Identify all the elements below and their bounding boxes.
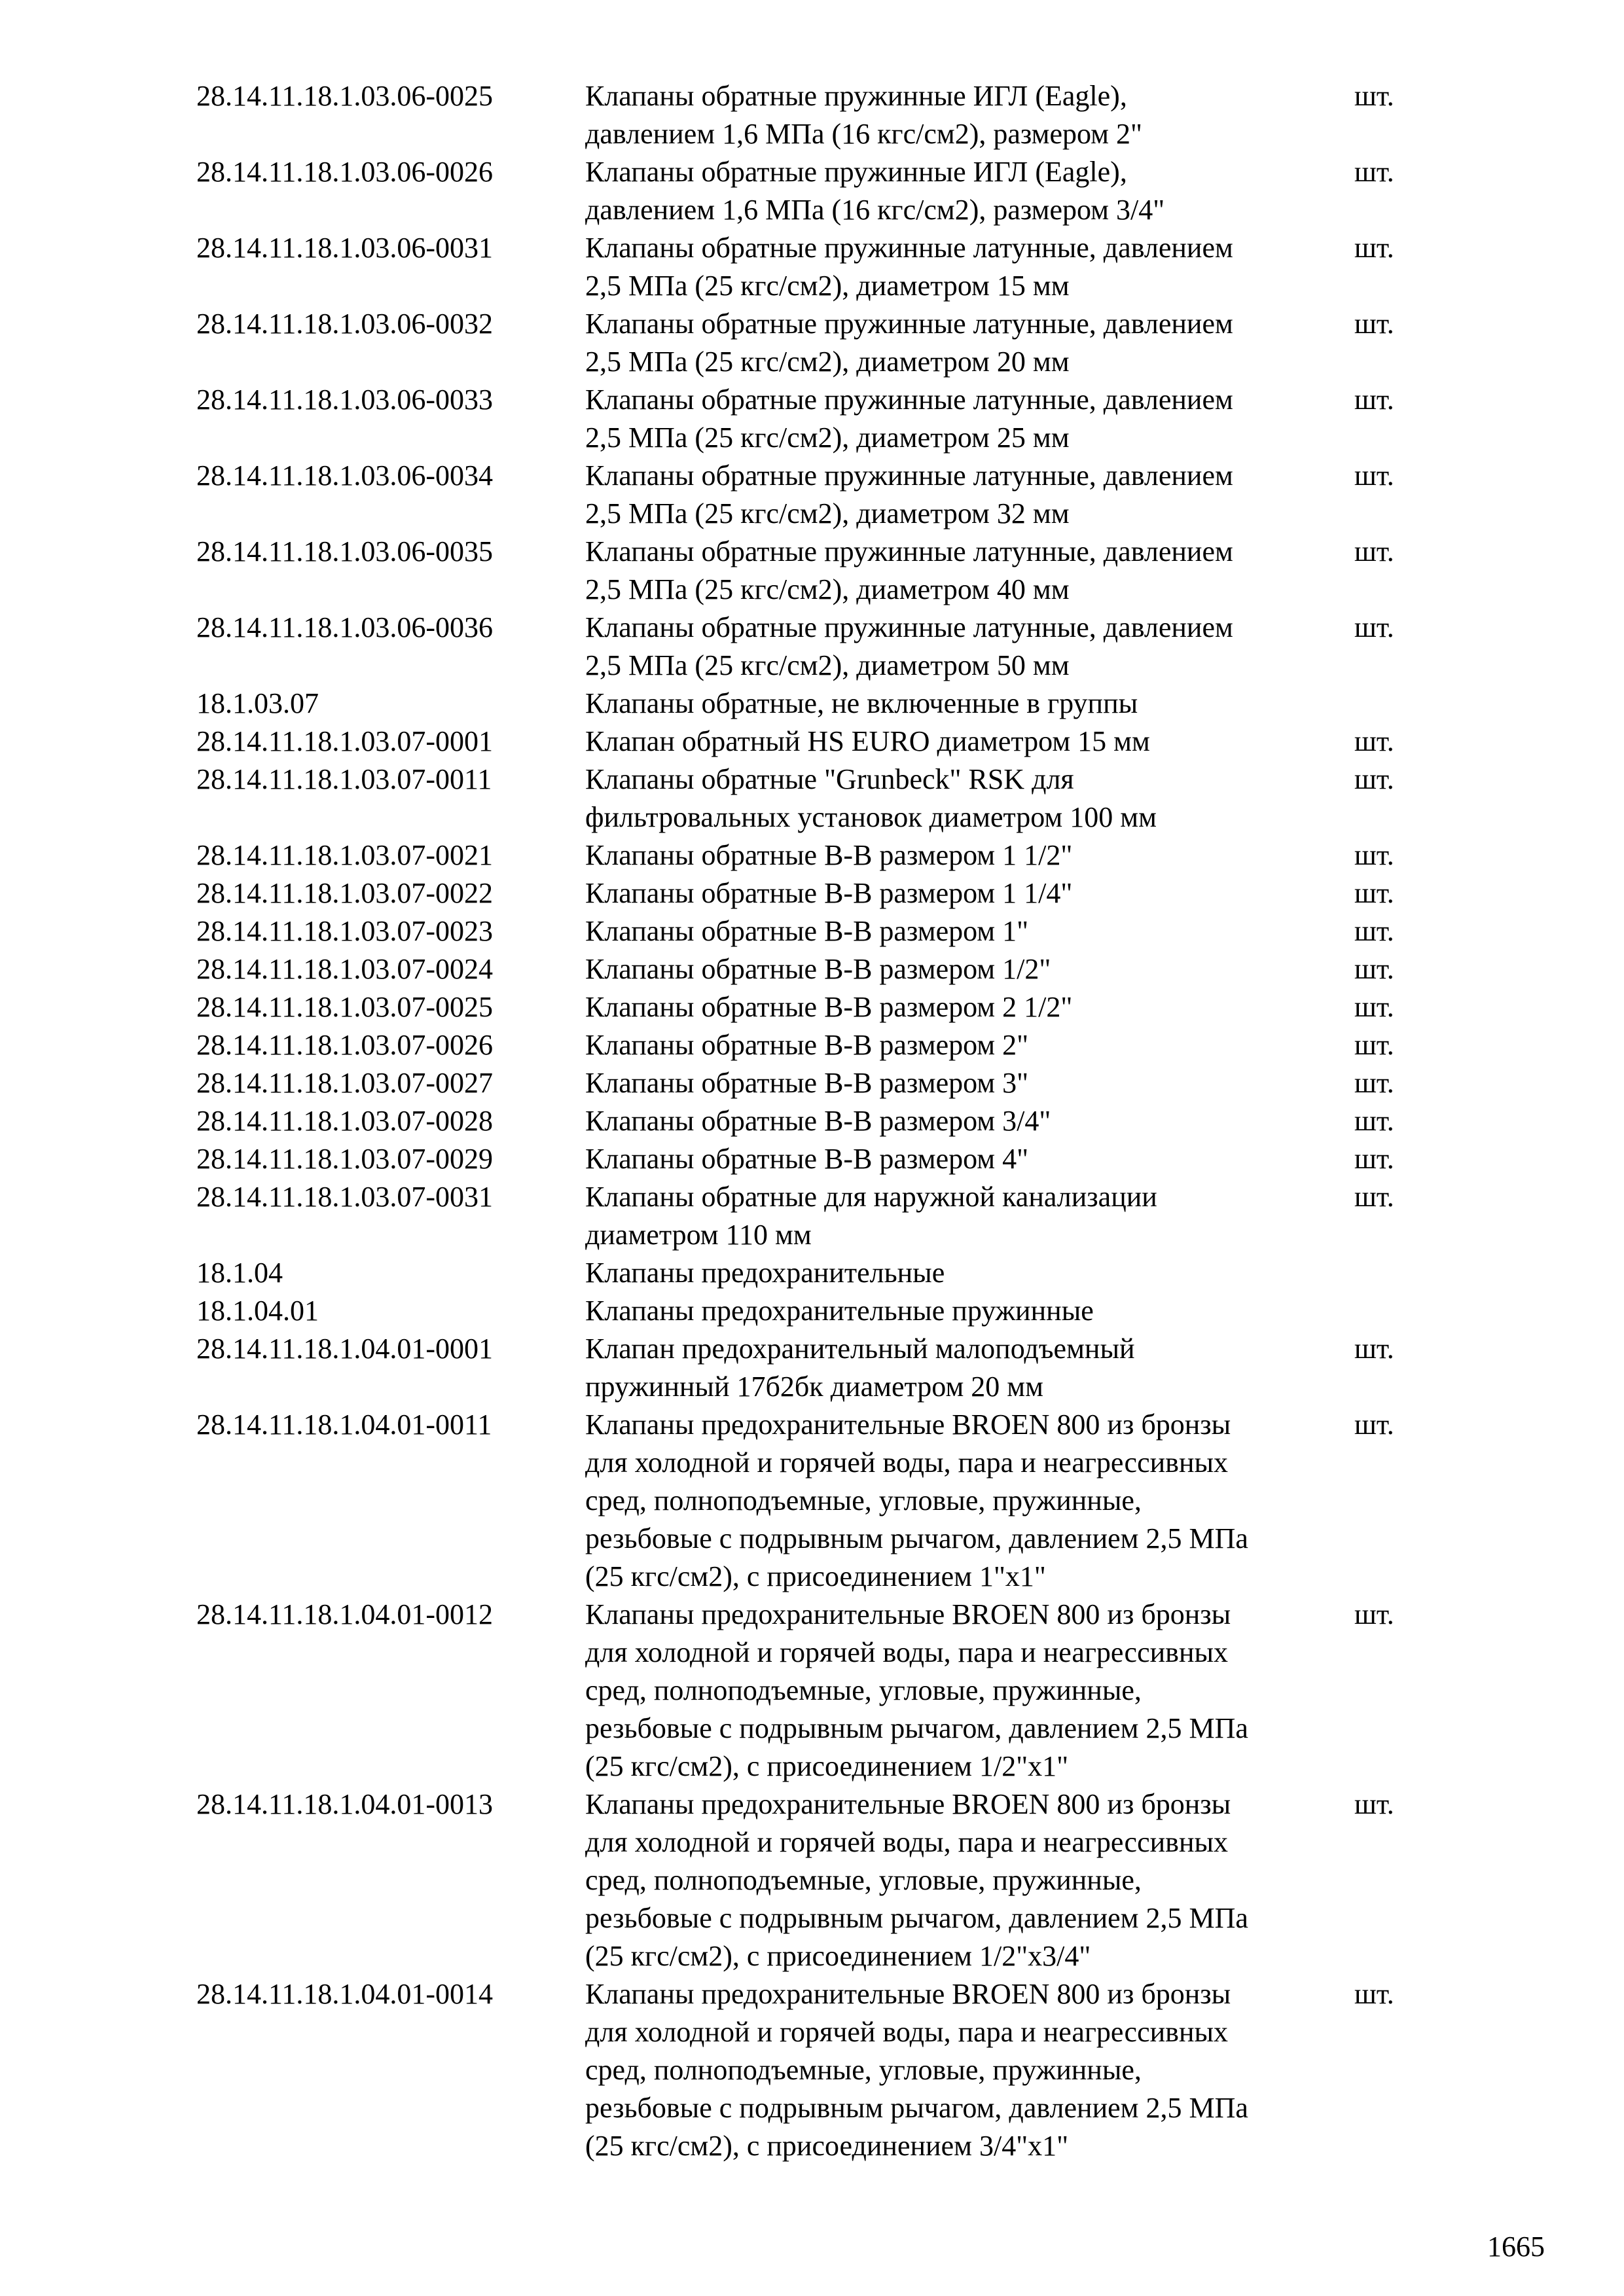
resource-unit: шт. [1354, 384, 1394, 416]
table-row [196, 723, 1440, 761]
resource-name: Клапаны обратные В-В размером 3/4" [585, 1105, 1051, 1137]
resource-code: 28.14.11.18.1.04.01-0013 [196, 1788, 494, 1820]
resource-unit: шт. [1354, 991, 1394, 1023]
resource-unit: шт. [1354, 1181, 1394, 1213]
table-row [196, 1330, 1440, 1406]
resource-code: 28.14.11.18.1.03.06-0034 [196, 459, 494, 492]
resource-unit: шт. [1354, 1788, 1394, 1820]
resource-code: 28.14.11.18.1.03.07-0011 [196, 763, 492, 795]
resource-name: Клапаны обратные В-В размером 3" [585, 1067, 1029, 1099]
resource-name: Клапаны обратные пружинные ИГЛ (Eagle), давлением 1,6 МПа (16 кгс/см2), размером 2" [585, 80, 1142, 150]
resource-unit: шт. [1354, 1333, 1394, 1365]
resource-unit: шт. [1354, 763, 1394, 795]
resource-unit: шт. [1354, 725, 1394, 757]
resource-code: 28.14.11.18.1.04.01-0014 [196, 1978, 494, 2010]
resource-name: Клапаны обратные В-В размером 1 1/4" [585, 877, 1073, 909]
resource-name: Клапаны обратные пружинные латунные, давлением 2,5 МПа (25 кгс/см2), диаметром 25 мм [585, 384, 1233, 454]
group-heading-row [196, 685, 1440, 723]
resource-code: 28.14.11.18.1.03.06-0025 [196, 80, 494, 112]
resource-name: Клапаны обратные В-В размером 2 1/2" [585, 991, 1073, 1023]
resource-name: Клапаны обратные В-В размером 1" [585, 915, 1029, 947]
resource-code: 28.14.11.18.1.03.06-0032 [196, 308, 494, 340]
resource-code: 28.14.11.18.1.04.01-0012 [196, 1598, 494, 1630]
resource-unit: шт. [1354, 459, 1394, 492]
resource-code: 28.14.11.18.1.03.06-0026 [196, 156, 494, 188]
group-name: Клапаны предохранительные [585, 1257, 945, 1289]
resource-name: Клапаны предохранительные BROEN 800 из бронзы для холодной и горячей воды, пара и неагрессивных сред, полноподъемные, угловые, пружинные, резьбовые с подрывным рычагом, давлением 2,5 МПа (25 кгс/см2), с присоединением 1/2"х3/4" [585, 1788, 1248, 1972]
resource-unit: шт. [1354, 953, 1394, 985]
resource-unit: шт. [1354, 1978, 1394, 2010]
resource-code: 28.14.11.18.1.03.06-0035 [196, 535, 494, 567]
resource-unit: шт. [1354, 839, 1394, 871]
resource-name: Клапаны обратные пружинные латунные, давлением 2,5 МПа (25 кгс/см2), диаметром 40 мм [585, 535, 1233, 605]
resource-code: 28.14.11.18.1.03.06-0033 [196, 384, 494, 416]
resource-name: Клапан обратный HS EURO диаметром 15 мм [585, 725, 1150, 757]
resource-unit: шт. [1354, 156, 1394, 188]
resource-name: Клапан предохранительный малоподъемный пружинный 17б2бк диаметром 20 мм [585, 1333, 1135, 1403]
resource-unit: шт. [1354, 535, 1394, 567]
table-row [196, 533, 1440, 609]
table-row [196, 305, 1440, 381]
resource-code: 28.14.11.18.1.03.07-0029 [196, 1143, 494, 1175]
resource-unit: шт. [1354, 915, 1394, 947]
resource-code: 28.14.11.18.1.03.07-0001 [196, 725, 494, 757]
resource-unit: шт. [1354, 611, 1394, 643]
table-row [196, 988, 1440, 1026]
group-code: 18.1.04.01 [196, 1295, 319, 1327]
resource-name: Клапаны предохранительные BROEN 800 из бронзы для холодной и горячей воды, пара и неагрессивных сред, полноподъемные, угловые, пружинные, резьбовые с подрывным рычагом, давлением 2,5 МПа (25 кгс/см2), с присоединением 1"х1" [585, 1408, 1248, 1592]
resource-table [196, 77, 1440, 2165]
table-row [196, 381, 1440, 457]
table-row [196, 761, 1440, 836]
resource-code: 28.14.11.18.1.03.07-0028 [196, 1105, 494, 1137]
table-row [196, 153, 1440, 229]
resource-code: 28.14.11.18.1.03.07-0025 [196, 991, 494, 1023]
group-code: 18.1.04 [196, 1257, 283, 1289]
resource-unit: шт. [1354, 1067, 1394, 1099]
group-name: Клапаны обратные, не включенные в группы [585, 687, 1138, 719]
group-name: Клапаны предохранительные пружинные [585, 1295, 1094, 1327]
resource-unit: шт. [1354, 1408, 1394, 1441]
resource-unit: шт. [1354, 80, 1394, 112]
page-number: 1665 [1487, 2231, 1545, 2263]
resource-code: 28.14.11.18.1.04.01-0001 [196, 1333, 494, 1365]
resource-unit: шт. [1354, 1029, 1394, 1061]
resource-name: Клапаны обратные В-В размером 1 1/2" [585, 839, 1073, 871]
resource-name: Клапаны обратные "Grunbeck" RSK для фильтровальных установок диаметром 100 мм [585, 763, 1157, 833]
group-code: 18.1.03.07 [196, 687, 319, 719]
resource-name: Клапаны обратные В-В размером 1/2" [585, 953, 1051, 985]
resource-unit: шт. [1354, 308, 1394, 340]
resource-code: 28.14.11.18.1.03.07-0021 [196, 839, 494, 871]
table-row [196, 77, 1440, 153]
table-row [196, 609, 1440, 685]
table-row [196, 1026, 1440, 1064]
resource-name: Клапаны обратные пружинные латунные, давлением 2,5 МПа (25 кгс/см2), диаметром 20 мм [585, 308, 1233, 378]
table-row [196, 1975, 1440, 2165]
resource-code: 28.14.11.18.1.04.01-0011 [196, 1408, 492, 1441]
table-row [196, 1178, 1440, 1254]
resource-code: 28.14.11.18.1.03.07-0031 [196, 1181, 494, 1213]
table-row [196, 1785, 1440, 1975]
table-row [196, 1064, 1440, 1102]
resource-unit: шт. [1354, 1143, 1394, 1175]
resource-name: Клапаны обратные пружинные латунные, давлением 2,5 МПа (25 кгс/см2), диаметром 32 мм [585, 459, 1233, 529]
resource-name: Клапаны обратные В-В размером 4" [585, 1143, 1029, 1175]
table-row [196, 457, 1440, 533]
resource-code: 28.14.11.18.1.03.07-0024 [196, 953, 494, 985]
group-heading-row [196, 1292, 1440, 1330]
table-row [196, 1102, 1440, 1140]
resource-name: Клапаны предохранительные BROEN 800 из бронзы для холодной и горячей воды, пара и неагрессивных сред, полноподъемные, угловые, пружинные, резьбовые с подрывным рычагом, давлением 2,5 МПа (25 кгс/см2), с присоединением 1/2"х1" [585, 1598, 1248, 1782]
resource-name: Клапаны предохранительные BROEN 800 из бронзы для холодной и горячей воды, пара и неагрессивных сред, полноподъемные, угловые, пружинные, резьбовые с подрывным рычагом, давлением 2,5 МПа (25 кгс/см2), с присоединением 3/4"х1" [585, 1978, 1248, 2162]
group-heading-row [196, 1254, 1440, 1292]
resource-code: 28.14.11.18.1.03.07-0027 [196, 1067, 494, 1099]
resource-unit: шт. [1354, 1598, 1394, 1630]
resource-code: 28.14.11.18.1.03.06-0036 [196, 611, 494, 643]
resource-name: Клапаны обратные В-В размером 2" [585, 1029, 1029, 1061]
resource-name: Клапаны обратные пружинные ИГЛ (Eagle), давлением 1,6 МПа (16 кгс/см2), размером 3/4" [585, 156, 1165, 226]
table-row [196, 229, 1440, 305]
resource-name: Клапаны обратные для наружной канализации диаметром 110 мм [585, 1181, 1157, 1251]
table-row [196, 1596, 1440, 1785]
resource-code: 28.14.11.18.1.03.06-0031 [196, 232, 494, 264]
resource-code: 28.14.11.18.1.03.07-0026 [196, 1029, 494, 1061]
resource-name: Клапаны обратные пружинные латунные, давлением 2,5 МПа (25 кгс/см2), диаметром 15 мм [585, 232, 1233, 302]
table-row [196, 1406, 1440, 1596]
resource-code: 28.14.11.18.1.03.07-0023 [196, 915, 494, 947]
resource-unit: шт. [1354, 877, 1394, 909]
resource-unit: шт. [1354, 232, 1394, 264]
resource-code: 28.14.11.18.1.03.07-0022 [196, 877, 494, 909]
table-row [196, 836, 1440, 874]
table-row [196, 912, 1440, 950]
resource-name: Клапаны обратные пружинные латунные, давлением 2,5 МПа (25 кгс/см2), диаметром 50 мм [585, 611, 1233, 681]
table-row [196, 1140, 1440, 1178]
resource-unit: шт. [1354, 1105, 1394, 1137]
table-row [196, 950, 1440, 988]
table-row [196, 874, 1440, 912]
